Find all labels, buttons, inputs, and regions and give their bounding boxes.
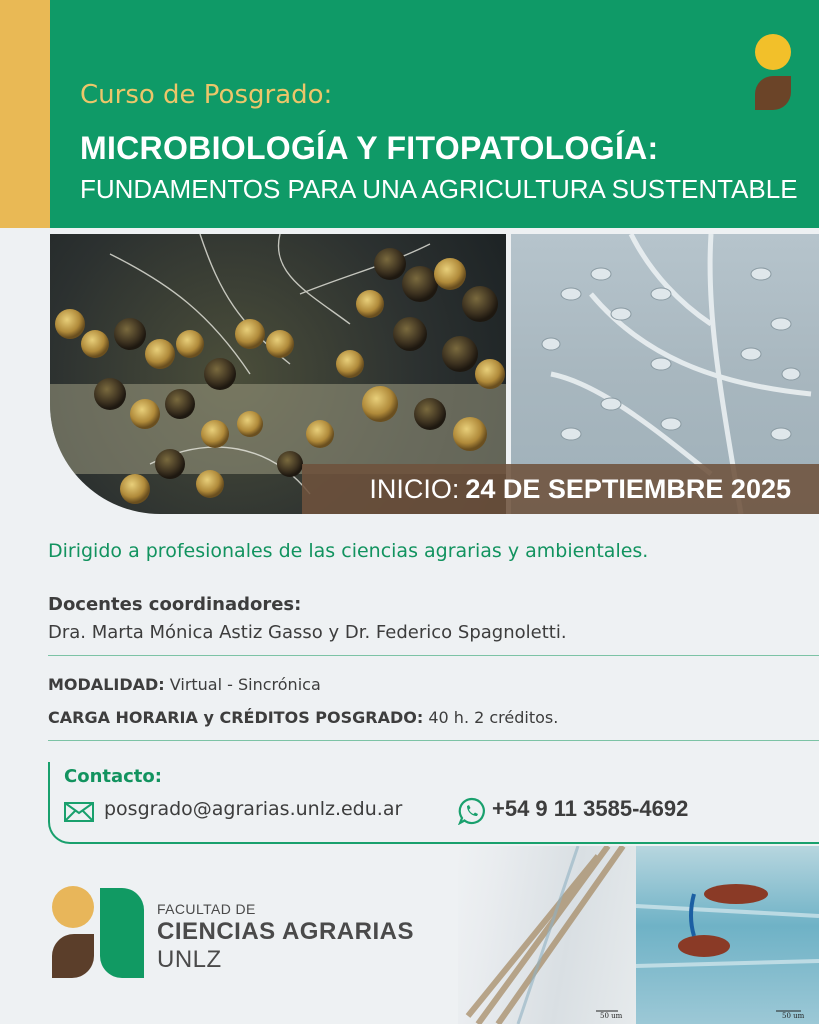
faculty-logo-icon (52, 886, 146, 980)
faculty-name-line2: CIENCIAS AGRARIAS (157, 918, 414, 945)
workload-line (48, 708, 558, 727)
scale-label: 50 um (600, 1012, 623, 1020)
coordinators-heading: Docentes coordinadores: (48, 594, 302, 615)
course-title: MICROBIOLOGÍA Y FITOPATOLOGÍA: (80, 130, 659, 166)
start-date-label: INICIO: (369, 473, 460, 504)
faculty-name-line1: FACULTAD DE (157, 901, 256, 917)
header-accent-strip (0, 0, 50, 228)
stained-spores-micrograph (636, 846, 819, 1024)
scale-label: 50 um (782, 1012, 805, 1020)
coordinators-names: Dra. Marta Mónica Astiz Gasso y Dr. Federico Spagnoletti. (48, 622, 567, 643)
hyphae-micrograph (458, 846, 636, 1024)
divider (48, 740, 819, 741)
course-label: Curso de Posgrado: (80, 80, 333, 110)
divider (48, 655, 819, 656)
photo-band (50, 234, 819, 514)
modality-label: MODALIDAD: (48, 675, 165, 694)
start-date-value: 24 DE SEPTIEMBRE 2025 (465, 473, 791, 504)
contact-heading: Contacto: (64, 766, 162, 787)
target-audience: Dirigido a profesionales de las ciencias agrarias y ambientales. (48, 540, 649, 562)
envelope-icon (64, 802, 94, 822)
whatsapp-icon (458, 797, 486, 825)
contact-phone-link[interactable]: +54 9 11 3585-4692 (492, 796, 689, 821)
modality-value: Virtual - Sincrónica (164, 675, 321, 694)
faculty-name-line3: UNLZ (157, 946, 222, 973)
course-subtitle: FUNDAMENTOS PARA UNA AGRICULTURA SUSTENTABLE (80, 174, 798, 204)
workload-label: CARGA HORARIA y CRÉDITOS POSGRADO: (48, 708, 424, 727)
modality-line (48, 675, 321, 694)
header-banner (50, 0, 819, 228)
start-date-banner (302, 464, 819, 514)
contact-email-link[interactable]: posgrado@agrarias.unlz.edu.ar (104, 798, 403, 820)
workload-value: 40 h. 2 créditos. (423, 708, 559, 727)
faculty-logo-icon (755, 34, 793, 112)
